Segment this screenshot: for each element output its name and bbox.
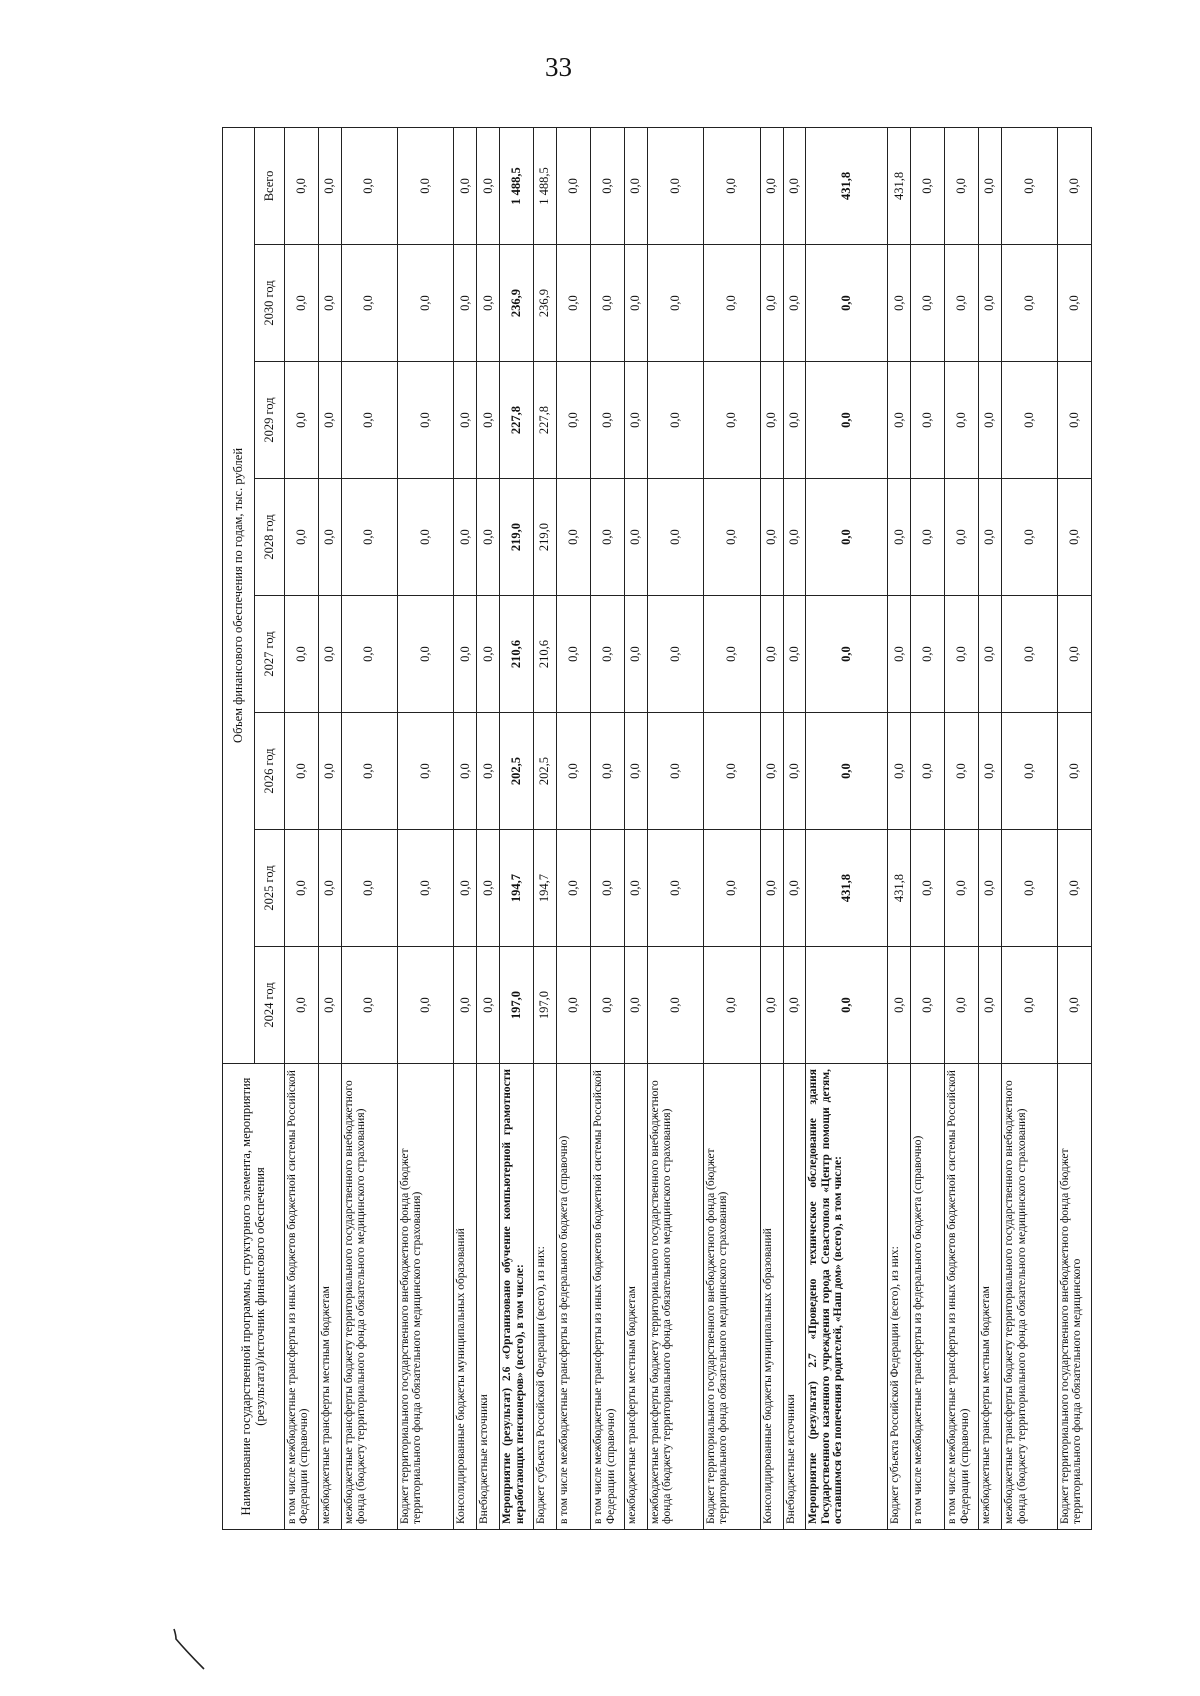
value-cell: 0,0 [591, 245, 625, 362]
value-cell: 0,0 [454, 362, 477, 479]
table-row [500, 127, 534, 1529]
value-cell: 0,0 [285, 713, 319, 830]
table-row [911, 127, 945, 1529]
row-label: Бюджет субъекта Российской Федерации (всего), из них: [888, 1064, 911, 1530]
year-header: 2030 год [255, 245, 285, 362]
value-cell: 194,7 [534, 830, 557, 947]
value-cell: 0,0 [625, 596, 648, 713]
value-cell: 0,0 [397, 362, 454, 479]
value-cell: 0,0 [783, 362, 806, 479]
value-cell: 236,9 [500, 245, 534, 362]
value-cell: 219,0 [500, 479, 534, 596]
value-cell: 0,0 [285, 245, 319, 362]
row-label: в том числе межбюджетные трансферты из иных бюджетов бюджетной системы Российской Федерации (справочно) [285, 1064, 319, 1530]
value-cell: 0,0 [318, 596, 341, 713]
table-row [591, 127, 625, 1529]
row-label: Внебюджетные источники [477, 1064, 500, 1530]
row-label: в том числе межбюджетные трансферты из иных бюджетов бюджетной системы Российской Федерации (справочно) [591, 1064, 625, 1530]
value-cell: 0,0 [911, 596, 945, 713]
value-cell: 0,0 [888, 479, 911, 596]
value-cell: 0,0 [397, 947, 454, 1064]
table-row [557, 127, 591, 1529]
value-cell: 0,0 [454, 127, 477, 244]
value-cell: 236,9 [534, 245, 557, 362]
row-label: Бюджет территориального государственного внебюджетного фонда (бюджет территориального фонда обязательного медицинского страхования) [397, 1064, 454, 1530]
year-header: 2026 год [255, 713, 285, 830]
value-cell: 0,0 [979, 713, 1002, 830]
row-label: Мероприятие (результат) 2.6 «Организовано обучение компьютерной грамотности неработающих пенсионеров» (всего), в том числе: [500, 1064, 534, 1530]
value-cell: 0,0 [888, 713, 911, 830]
value-cell: 0,0 [647, 713, 703, 830]
table-row [760, 127, 783, 1529]
value-cell: 0,0 [625, 362, 648, 479]
value-cell: 0,0 [591, 362, 625, 479]
value-cell: 0,0 [783, 830, 806, 947]
value-cell: 1 488,5 [500, 127, 534, 244]
value-cell: 0,0 [783, 596, 806, 713]
value-cell: 0,0 [911, 362, 945, 479]
value-cell: 0,0 [1002, 127, 1058, 244]
value-cell: 0,0 [945, 479, 979, 596]
value-cell: 0,0 [397, 127, 454, 244]
value-cell: 0,0 [318, 947, 341, 1064]
value-cell: 0,0 [979, 127, 1002, 244]
value-cell: 0,0 [477, 830, 500, 947]
value-cell: 0,0 [888, 596, 911, 713]
value-cell: 0,0 [647, 830, 703, 947]
value-cell: 0,0 [1002, 245, 1058, 362]
value-cell: 0,0 [1057, 713, 1091, 830]
value-cell: 0,0 [625, 947, 648, 1064]
value-cell: 0,0 [760, 830, 783, 947]
value-cell: 0,0 [647, 596, 703, 713]
value-cell: 0,0 [979, 947, 1002, 1064]
value-cell: 0,0 [760, 127, 783, 244]
row-label: в том числе межбюджетные трансферты из иных бюджетов бюджетной системы Российской Федерации (справочно) [945, 1064, 979, 1530]
value-cell: 0,0 [454, 713, 477, 830]
value-cell: 227,8 [500, 362, 534, 479]
value-cell: 0,0 [625, 127, 648, 244]
value-cell: 0,0 [557, 713, 591, 830]
row-label: межбюджетные трансферты бюджету территориального государственного внебюджетного фонда (бюджету территориального фонда обязательного медицинского страхования) [1002, 1064, 1058, 1530]
value-cell: 0,0 [397, 479, 454, 596]
value-cell: 0,0 [703, 479, 760, 596]
value-cell: 0,0 [760, 362, 783, 479]
table-row [806, 127, 888, 1529]
year-header: 2029 год [255, 362, 285, 479]
value-cell: 202,5 [534, 713, 557, 830]
value-cell: 0,0 [477, 479, 500, 596]
value-cell: 0,0 [1057, 947, 1091, 1064]
row-label: межбюджетные трансферты бюджету территориального государственного внебюджетного фонда (бюджету территориального фонда обязательного медицинского страхования) [341, 1064, 397, 1530]
value-cell: 0,0 [1057, 830, 1091, 947]
value-cell: 0,0 [806, 245, 888, 362]
value-cell: 0,0 [760, 713, 783, 830]
year-header: Всего [255, 127, 285, 244]
value-cell: 0,0 [591, 713, 625, 830]
value-cell: 0,0 [477, 362, 500, 479]
value-cell: 0,0 [911, 245, 945, 362]
value-cell: 202,5 [500, 713, 534, 830]
value-cell: 0,0 [285, 127, 319, 244]
value-cell: 0,0 [557, 127, 591, 244]
value-cell: 431,8 [888, 127, 911, 244]
value-cell: 0,0 [806, 947, 888, 1064]
value-cell: 0,0 [625, 479, 648, 596]
value-cell: 0,0 [341, 947, 397, 1064]
rotated-table-container [222, 128, 1092, 1530]
value-cell: 0,0 [783, 479, 806, 596]
value-cell: 0,0 [625, 245, 648, 362]
value-cell: 0,0 [760, 245, 783, 362]
value-cell: 0,0 [945, 713, 979, 830]
value-cell: 0,0 [285, 362, 319, 479]
value-cell: 0,0 [783, 127, 806, 244]
value-cell: 0,0 [318, 127, 341, 244]
value-cell: 0,0 [760, 947, 783, 1064]
value-cell: 0,0 [1002, 362, 1058, 479]
value-cell: 0,0 [1002, 479, 1058, 596]
value-cell: 0,0 [806, 713, 888, 830]
value-cell: 0,0 [454, 245, 477, 362]
value-cell: 0,0 [397, 830, 454, 947]
value-cell: 0,0 [557, 362, 591, 479]
value-cell: 0,0 [806, 362, 888, 479]
value-cell: 0,0 [454, 947, 477, 1064]
table-row [397, 127, 454, 1529]
value-cell: 0,0 [1002, 830, 1058, 947]
row-label: Консолидированные бюджеты муниципальных образований [760, 1064, 783, 1530]
value-cell: 0,0 [1057, 362, 1091, 479]
financing-group-header: Объем финансового обеспечения по годам, тыс. рублей [223, 127, 255, 1063]
value-cell: 197,0 [534, 947, 557, 1064]
name-column-header: Наименование государственной программы, структурного элемента, мероприятия (результата)/источник финансового обеспечения [223, 1064, 285, 1530]
value-cell: 0,0 [591, 596, 625, 713]
table-row [1002, 127, 1058, 1529]
value-cell: 0,0 [760, 479, 783, 596]
value-cell: 0,0 [703, 713, 760, 830]
value-cell: 0,0 [888, 947, 911, 1064]
table-row [534, 127, 557, 1529]
row-label: межбюджетные трансферты местным бюджетам [318, 1064, 341, 1530]
value-cell: 1 488,5 [534, 127, 557, 244]
value-cell: 227,8 [534, 362, 557, 479]
value-cell: 0,0 [945, 127, 979, 244]
row-label: Консолидированные бюджеты муниципальных образований [454, 1064, 477, 1530]
value-cell: 0,0 [341, 596, 397, 713]
table-row [477, 127, 500, 1529]
value-cell: 0,0 [945, 245, 979, 362]
value-cell: 0,0 [945, 830, 979, 947]
value-cell: 0,0 [703, 596, 760, 713]
value-cell: 0,0 [888, 362, 911, 479]
value-cell: 0,0 [945, 362, 979, 479]
value-cell: 0,0 [783, 713, 806, 830]
value-cell: 0,0 [591, 830, 625, 947]
row-label: Внебюджетные источники [783, 1064, 806, 1530]
value-cell: 0,0 [477, 947, 500, 1064]
value-cell: 0,0 [625, 713, 648, 830]
value-cell: 0,0 [591, 479, 625, 596]
value-cell: 0,0 [591, 947, 625, 1064]
value-cell: 0,0 [625, 830, 648, 947]
value-cell: 0,0 [806, 479, 888, 596]
value-cell: 431,8 [806, 830, 888, 947]
value-cell: 0,0 [979, 596, 1002, 713]
value-cell: 0,0 [318, 479, 341, 596]
row-label: Бюджет территориального государственного внебюджетного фонда (бюджет территориального фонда обязательного медицинского страхования) [703, 1064, 760, 1530]
year-header: 2024 год [255, 947, 285, 1064]
value-cell: 0,0 [647, 947, 703, 1064]
value-cell: 0,0 [341, 362, 397, 479]
table-row [945, 127, 979, 1529]
row-label: в том числе межбюджетные трансферты из федерального бюджета (справочно) [911, 1064, 945, 1530]
value-cell: 431,8 [806, 127, 888, 244]
value-cell: 0,0 [760, 596, 783, 713]
value-cell: 0,0 [1057, 127, 1091, 244]
value-cell: 0,0 [341, 830, 397, 947]
value-cell: 0,0 [979, 479, 1002, 596]
value-cell: 0,0 [911, 830, 945, 947]
pen-tick-mark [170, 1625, 210, 1675]
row-label: межбюджетные трансферты местным бюджетам [979, 1064, 1002, 1530]
value-cell: 0,0 [285, 947, 319, 1064]
value-cell: 0,0 [979, 245, 1002, 362]
value-cell: 0,0 [477, 127, 500, 244]
value-cell: 0,0 [1002, 596, 1058, 713]
value-cell: 0,0 [647, 362, 703, 479]
value-cell: 0,0 [703, 830, 760, 947]
value-cell: 0,0 [703, 362, 760, 479]
value-cell: 0,0 [806, 596, 888, 713]
value-cell: 0,0 [397, 713, 454, 830]
year-header: 2025 год [255, 830, 285, 947]
value-cell: 0,0 [557, 479, 591, 596]
value-cell: 0,0 [285, 596, 319, 713]
value-cell: 0,0 [911, 947, 945, 1064]
row-label: Бюджет территориального государственного внебюджетного фонда (бюджет территориального фонда обязательного медицинского [1057, 1064, 1091, 1530]
value-cell: 0,0 [703, 947, 760, 1064]
table-row [783, 127, 806, 1529]
value-cell: 0,0 [945, 947, 979, 1064]
value-cell: 0,0 [557, 596, 591, 713]
value-cell: 0,0 [945, 596, 979, 713]
value-cell: 210,6 [500, 596, 534, 713]
financing-table [222, 127, 1092, 1530]
row-label: межбюджетные трансферты местным бюджетам [625, 1064, 648, 1530]
row-label: в том числе межбюджетные трансферты из федерального бюджета (справочно) [557, 1064, 591, 1530]
page-number: 33 [545, 52, 572, 82]
table-row [979, 127, 1002, 1529]
value-cell: 0,0 [1057, 245, 1091, 362]
value-cell: 0,0 [1002, 947, 1058, 1064]
year-header: 2028 год [255, 479, 285, 596]
value-cell: 0,0 [341, 245, 397, 362]
value-cell: 0,0 [557, 245, 591, 362]
table-row [888, 127, 911, 1529]
row-label: межбюджетные трансферты бюджету территориального государственного внебюджетного фонда (бюджету территориального фонда обязательного медицинского страхования) [647, 1064, 703, 1530]
value-cell: 0,0 [911, 127, 945, 244]
table-row [1057, 127, 1091, 1529]
value-cell: 431,8 [888, 830, 911, 947]
table-row [285, 127, 319, 1529]
table-row [454, 127, 477, 1529]
value-cell: 0,0 [477, 596, 500, 713]
value-cell: 0,0 [477, 245, 500, 362]
value-cell: 0,0 [318, 713, 341, 830]
value-cell: 0,0 [1002, 713, 1058, 830]
value-cell: 0,0 [783, 947, 806, 1064]
value-cell: 0,0 [591, 127, 625, 244]
value-cell: 0,0 [285, 830, 319, 947]
value-cell: 0,0 [454, 479, 477, 596]
value-cell: 0,0 [647, 479, 703, 596]
value-cell: 0,0 [1057, 596, 1091, 713]
value-cell: 0,0 [341, 713, 397, 830]
value-cell: 0,0 [979, 362, 1002, 479]
value-cell: 0,0 [888, 245, 911, 362]
value-cell: 0,0 [911, 479, 945, 596]
value-cell: 0,0 [341, 479, 397, 596]
value-cell: 0,0 [318, 245, 341, 362]
value-cell: 0,0 [397, 245, 454, 362]
table-row [625, 127, 648, 1529]
row-label: Бюджет субъекта Российской Федерации (всего), из них: [534, 1064, 557, 1530]
value-cell: 194,7 [500, 830, 534, 947]
value-cell: 197,0 [500, 947, 534, 1064]
value-cell: 0,0 [285, 479, 319, 596]
value-cell: 0,0 [557, 947, 591, 1064]
value-cell: 0,0 [1057, 479, 1091, 596]
table-row [703, 127, 760, 1529]
year-header: 2027 год [255, 596, 285, 713]
value-cell: 0,0 [477, 713, 500, 830]
value-cell: 0,0 [557, 830, 591, 947]
value-cell: 0,0 [703, 245, 760, 362]
value-cell: 0,0 [647, 127, 703, 244]
value-cell: 0,0 [979, 830, 1002, 947]
table-row [647, 127, 703, 1529]
value-cell: 219,0 [534, 479, 557, 596]
table-row [318, 127, 341, 1529]
value-cell: 210,6 [534, 596, 557, 713]
value-cell: 0,0 [647, 245, 703, 362]
value-cell: 0,0 [318, 830, 341, 947]
table-row [341, 127, 397, 1529]
value-cell: 0,0 [454, 830, 477, 947]
value-cell: 0,0 [783, 245, 806, 362]
value-cell: 0,0 [318, 362, 341, 479]
value-cell: 0,0 [397, 596, 454, 713]
value-cell: 0,0 [703, 127, 760, 244]
value-cell: 0,0 [911, 713, 945, 830]
value-cell: 0,0 [341, 127, 397, 244]
row-label: Мероприятие (результат) 2.7 «Проведено техническое обследование здания Государственного казенного учреждения города Севастополя «Центр помощи детям, оставшимся без попечения родителей, «Наш дом» (всего), в том числе: [806, 1064, 888, 1530]
value-cell: 0,0 [454, 596, 477, 713]
